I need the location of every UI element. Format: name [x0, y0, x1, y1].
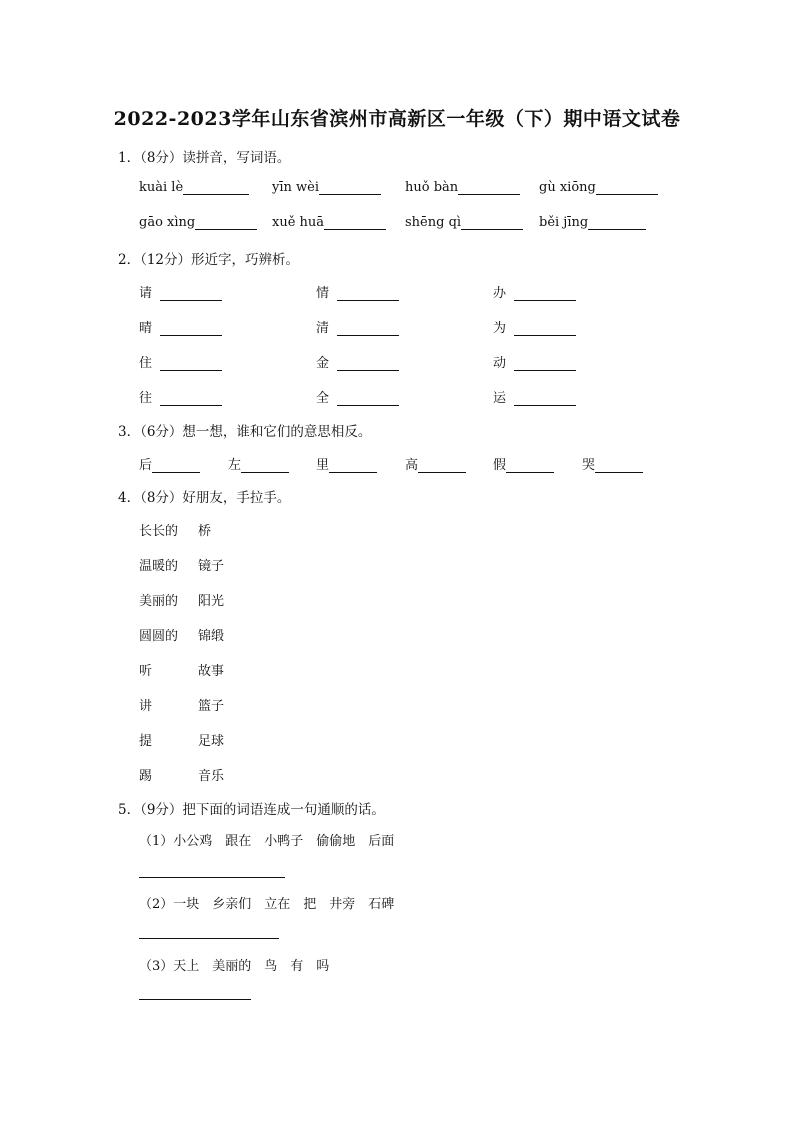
antonym-item: [405, 454, 466, 473]
answer-blank[interactable]: [337, 391, 399, 406]
match-right-item[interactable]: 锦缎: [198, 629, 225, 644]
answer-blank[interactable]: [514, 356, 576, 371]
char-item: [316, 387, 399, 406]
answer-blank[interactable]: [329, 458, 377, 473]
char-text: 假: [493, 458, 507, 473]
pinyin-item: [272, 215, 386, 230]
answer-blank[interactable]: [596, 180, 658, 195]
answer-blank[interactable]: [319, 180, 381, 195]
answer-blank[interactable]: [506, 458, 554, 473]
page-title: 2022-2023学年山东省滨州市高新区一年级（下）期中语文试卷: [113, 108, 681, 130]
char-text: 后: [139, 458, 153, 473]
match-right-item[interactable]: 镜子: [198, 559, 225, 574]
char-text: 运: [493, 391, 507, 406]
match-right-item[interactable]: 足球: [198, 734, 225, 749]
antonym-item: [493, 454, 554, 473]
pinyin-text: gù xiōng: [539, 180, 596, 195]
char-text: 里: [316, 458, 330, 473]
answer-blank[interactable]: [183, 180, 249, 195]
answer-blank[interactable]: [337, 286, 399, 301]
answer-blank[interactable]: [418, 458, 466, 473]
pinyin-text: gāo xìng: [139, 215, 196, 230]
answer-line[interactable]: [139, 938, 279, 939]
char-text: 左: [228, 458, 242, 473]
match-left-item[interactable]: 长长的: [139, 524, 179, 539]
answer-blank[interactable]: [152, 458, 200, 473]
char-item: [139, 387, 222, 406]
sentence-words: （2）一块 乡亲们 立在 把 井旁 石碑: [139, 897, 395, 912]
match-right-item[interactable]: 音乐: [198, 769, 225, 784]
antonym-item: [139, 454, 200, 473]
answer-blank[interactable]: [337, 321, 399, 336]
question-5-label: 5．（9分）把下面的词语连成一句通顺的话。: [118, 802, 385, 818]
answer-blank[interactable]: [514, 286, 576, 301]
answer-blank[interactable]: [160, 321, 222, 336]
answer-blank[interactable]: [588, 215, 646, 230]
char-item: [316, 317, 399, 336]
pinyin-text: yīn wèi: [272, 180, 319, 195]
answer-blank[interactable]: [241, 458, 289, 473]
char-text: 住: [139, 356, 153, 371]
char-item: [316, 282, 399, 301]
char-text: 全: [316, 391, 330, 406]
answer-blank[interactable]: [514, 391, 576, 406]
answer-blank[interactable]: [160, 391, 222, 406]
char-text: 金: [316, 356, 330, 371]
answer-blank[interactable]: [595, 458, 643, 473]
answer-blank[interactable]: [195, 215, 257, 230]
char-text: 清: [316, 321, 330, 336]
char-text: 为: [493, 321, 507, 336]
char-item: [139, 317, 222, 336]
char-text: 往: [139, 391, 153, 406]
answer-blank[interactable]: [160, 286, 222, 301]
answer-blank[interactable]: [160, 356, 222, 371]
question-3-label: 3．（6分）想一想，谁和它们的意思相反。: [118, 424, 372, 440]
match-right-item[interactable]: 桥: [198, 524, 212, 539]
char-item: [493, 317, 576, 336]
match-right-item[interactable]: 故事: [198, 664, 225, 679]
pinyin-item: [405, 215, 523, 230]
match-right-item[interactable]: 篮子: [198, 699, 225, 714]
sentence-words: （3）天上 美丽的 鸟 有 吗: [139, 959, 330, 974]
char-text: 哭: [582, 458, 596, 473]
match-right-item[interactable]: 阳光: [198, 594, 225, 609]
char-text: 办: [493, 286, 507, 301]
pinyin-text: kuài lè: [139, 180, 184, 195]
answer-line[interactable]: [139, 999, 251, 1000]
pinyin-item: [139, 215, 257, 230]
answer-blank[interactable]: [461, 215, 523, 230]
pinyin-text: běi jīng: [539, 215, 589, 230]
char-text: 晴: [139, 321, 153, 336]
answer-blank[interactable]: [337, 356, 399, 371]
char-item: [139, 282, 222, 301]
pinyin-text: huǒ bàn: [405, 180, 459, 195]
question-1-label: 1．（8分）读拼音，写词语。: [118, 150, 291, 166]
answer-blank[interactable]: [324, 215, 386, 230]
pinyin-item: [405, 180, 520, 195]
match-left-item[interactable]: 讲: [139, 699, 153, 714]
pinyin-text: xuě huā: [272, 215, 325, 230]
char-item: [139, 352, 222, 371]
pinyin-item: [539, 180, 658, 195]
pinyin-text: shēng qì: [405, 215, 462, 230]
char-text: 请: [139, 286, 153, 301]
match-left-item[interactable]: 踢: [139, 769, 153, 784]
antonym-item: [582, 454, 643, 473]
pinyin-item: [539, 215, 646, 230]
antonym-item: [316, 454, 377, 473]
char-text: 动: [493, 356, 507, 371]
match-left-item[interactable]: 圆圆的: [139, 629, 179, 644]
question-2-label: 2．（12分）形近字，巧辨析。: [118, 252, 300, 268]
sentence-words: （1）小公鸡 跟在 小鸭子 偷偷地 后面: [139, 834, 395, 849]
pinyin-item: [139, 180, 249, 195]
match-left-item[interactable]: 温暖的: [139, 559, 179, 574]
char-item: [316, 352, 399, 371]
match-left-item[interactable]: 提: [139, 734, 153, 749]
question-4-label: 4．（8分）好朋友，手拉手。: [118, 490, 291, 506]
answer-blank[interactable]: [514, 321, 576, 336]
char-item: [493, 282, 576, 301]
pinyin-item: [272, 180, 381, 195]
match-left-item[interactable]: 美丽的: [139, 594, 179, 609]
answer-blank[interactable]: [458, 180, 520, 195]
answer-line[interactable]: [139, 877, 285, 878]
match-left-item[interactable]: 听: [139, 664, 153, 679]
char-item: [493, 352, 576, 371]
antonym-item: [228, 454, 289, 473]
char-text: 高: [405, 458, 419, 473]
char-item: [493, 387, 576, 406]
char-text: 情: [316, 286, 330, 301]
